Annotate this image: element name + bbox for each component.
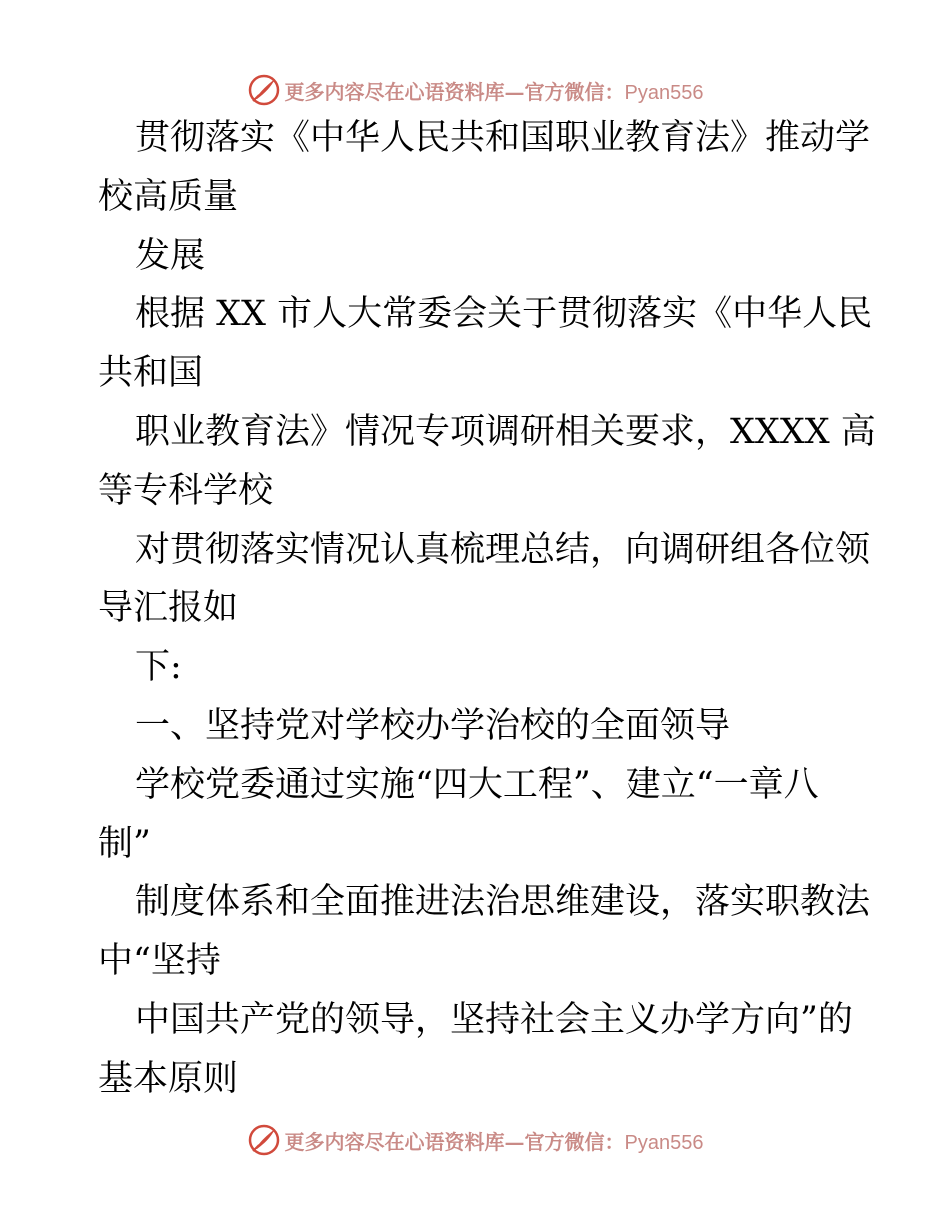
text-line: 下:: [135, 647, 182, 688]
text-line: 发展: [135, 235, 206, 276]
quill-logo-icon: [247, 1123, 281, 1157]
watermark-separator: —: [504, 79, 525, 104]
watermark-label: 官方微信：: [524, 79, 625, 104]
text-line: 共和国: [98, 353, 204, 394]
watermark-text: [285, 76, 704, 105]
text-line: 校高质量: [98, 176, 239, 217]
text-line: 学校党委通过实施“四大工程”、建立“一章八: [135, 764, 819, 805]
text-line: 中国共产党的领导，坚持社会主义办学方向”的: [135, 1000, 853, 1040]
watermark-account: Pyan556: [624, 1131, 704, 1154]
text-line: 等专科学校: [98, 470, 274, 511]
watermark-brand: 更多内容尽在心语资料库: [284, 79, 505, 104]
text-line: 职业教育法》情况专项调研相关要求，XXXX 高: [135, 412, 876, 452]
watermark-label: 官方微信：: [524, 1129, 625, 1154]
text-line: 贯彻落实《中华人民共和国职业教育法》推动学: [135, 118, 871, 158]
text-line: 一、坚持党对学校办学治校的全面领导: [135, 706, 731, 746]
text-line: 中“坚持: [98, 941, 221, 982]
quill-logo-icon: [247, 73, 281, 107]
text-line: 制”: [98, 823, 151, 864]
header-watermark: [0, 70, 950, 110]
watermark-separator: —: [504, 1129, 525, 1154]
text-line: 导汇报如: [98, 588, 239, 629]
text-line: 根据 XX 市人大常委会关于贯彻落实《中华人民: [135, 294, 873, 335]
text-line: 对贯彻落实情况认真梳理总结，向调研组各位领: [135, 529, 871, 570]
watermark-account: Pyan556: [624, 81, 704, 104]
watermark-text: [285, 1126, 704, 1155]
text-line: 制度体系和全面推进法治思维建设，落实职教法: [135, 882, 871, 923]
watermark-brand: 更多内容尽在心语资料库: [284, 1129, 505, 1154]
footer-watermark: [0, 1120, 950, 1160]
text-line: 基本原则: [98, 1058, 239, 1099]
